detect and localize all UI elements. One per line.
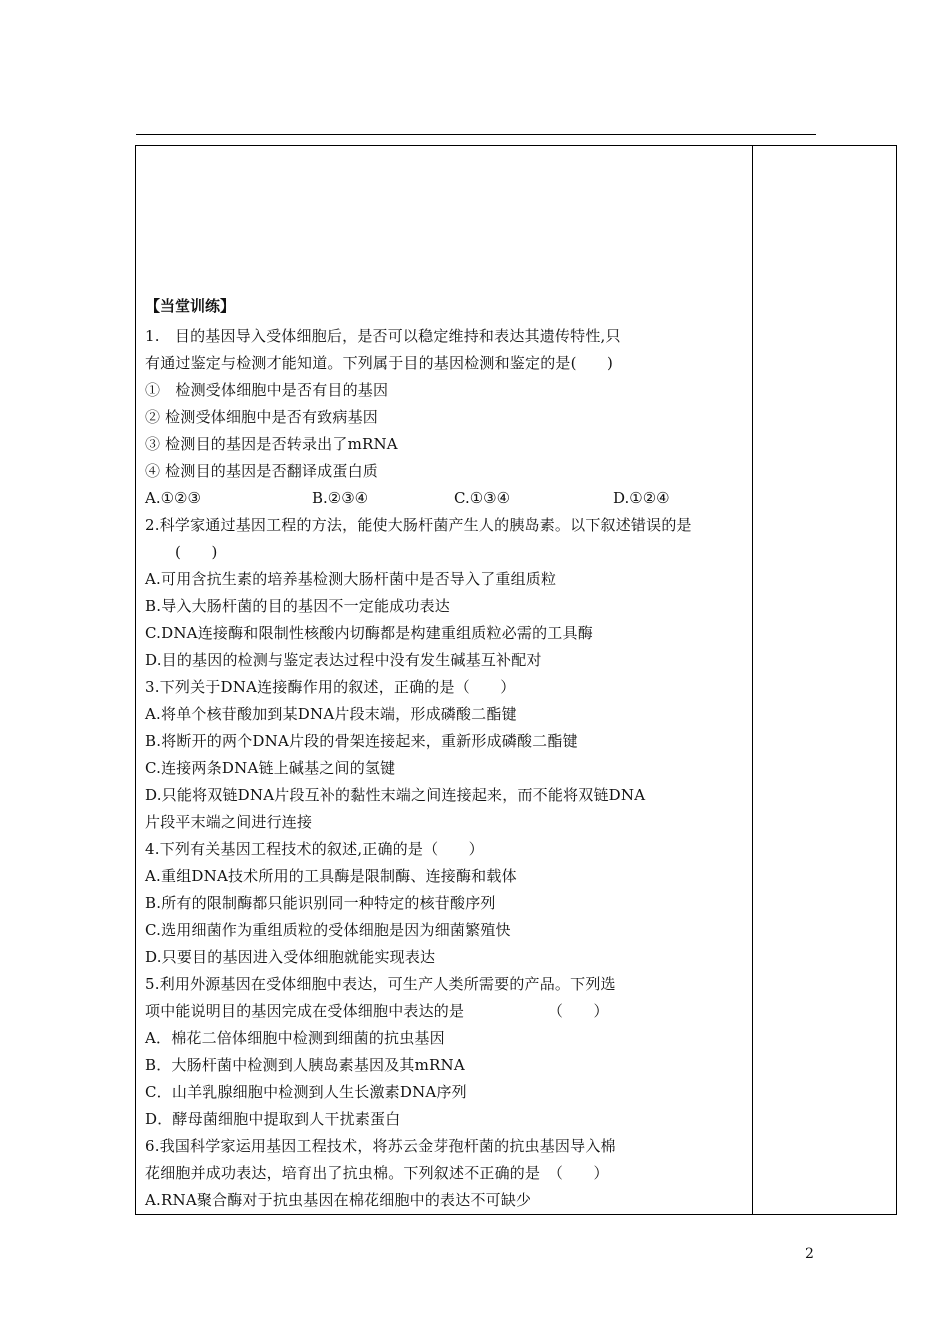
question-text: 5.利用外源基因在受体细胞中表达，可生产人类所需要的产品。下列选 (145, 975, 616, 993)
option-a: A.RNA聚合酶对于抗虫基因在棉花细胞中的表达不可缺少 (145, 1191, 532, 1209)
option-a: A.重组DNA技术所用的工具酶是限制酶、连接酶和载体 (145, 867, 517, 885)
option-d: D．酵母菌细胞中提取到人干扰素蛋白 (145, 1110, 401, 1128)
option-c: C.①③④ (454, 489, 511, 507)
main-cell (145, 293, 745, 1214)
option-b: B．大肠杆菌中检测到人胰岛素基因及其mRNA (145, 1056, 465, 1074)
option-a: A.①②③ (145, 489, 201, 507)
list-item: ② 检测受体细胞中是否有致病基因 (145, 408, 378, 426)
list-item: ④ 检测目的基因是否翻译成蛋白质 (145, 462, 378, 480)
answer-blank: ( ) (175, 543, 218, 561)
question-4 (145, 836, 745, 971)
section-title: 【当堂训练】 (145, 297, 236, 315)
option-b: B.②③④ (312, 489, 369, 507)
option-a: A.可用含抗生素的培养基检测大肠杆菌中是否导入了重组质粒 (145, 570, 557, 588)
question-text: 3.下列关于DNA连接酶作用的叙述，正确的是（ ） (145, 678, 516, 696)
list-item: ③ 检测目的基因是否转录出了mRNA (145, 435, 398, 453)
option-d-continued: 片段平末端之间进行连接 (145, 813, 313, 831)
option-c: C.DNA连接酶和限制性核酸内切酶都是构建重组质粒必需的工具酶 (145, 624, 593, 642)
header-rule (136, 134, 816, 135)
option-a: A．棉花二倍体细胞中检测到细菌的抗虫基因 (145, 1029, 445, 1047)
question-5 (145, 971, 745, 1133)
question-6 (145, 1133, 745, 1214)
question-2 (145, 512, 745, 674)
option-b: B.导入大肠杆菌的目的基因不一定能成功表达 (145, 597, 450, 615)
question-text: 花细胞并成功表达，培育出了抗虫棉。下列叙述不正确的是 （ ） (145, 1164, 609, 1182)
option-b: B.将断开的两个DNA片段的骨架连接起来，重新形成磷酸二酯键 (145, 732, 578, 750)
question-text: 4.下列有关基因工程技术的叙述,正确的是（ ） (145, 840, 484, 858)
answer-options-row (145, 485, 745, 512)
option-d: D.①②④ (613, 489, 670, 507)
question-text: 1. 目的基因导入受体细胞后，是否可以稳定维持和表达其遗传特性,只 (145, 327, 621, 345)
notes-column-divider (752, 145, 753, 1215)
question-3 (145, 674, 745, 836)
page-number: 2 (805, 1246, 814, 1262)
question-1 (145, 323, 745, 512)
option-a: A.将单个核苷酸加到某DNA片段末端，形成磷酸二酯键 (145, 705, 517, 723)
question-text: 2.科学家通过基因工程的方法，能使大肠杆菌产生人的胰岛素。以下叙述错误的是 (145, 516, 692, 534)
list-item: ① 检测受体细胞中是否有目的基因 (145, 381, 389, 399)
option-d: D.只能将双链DNA片段互补的黏性末端之间连接起来，而不能将双链DNA (145, 786, 646, 804)
option-c: C．山羊乳腺细胞中检测到人生长激素DNA序列 (145, 1083, 467, 1101)
option-c: C.选用细菌作为重组质粒的受体细胞是因为细菌繁殖快 (145, 921, 511, 939)
option-d: D.只要目的基因进入受体细胞就能实现表达 (145, 948, 436, 966)
option-c: C.连接两条DNA链上碱基之间的氢键 (145, 759, 396, 777)
question-text: 6.我国科学家运用基因工程技术，将苏云金芽孢杆菌的抗虫基因导入棉 (145, 1137, 616, 1155)
option-b: B.所有的限制酶都只能识别同一种特定的核苷酸序列 (145, 894, 496, 912)
question-text: 项中能说明目的基因完成在受体细胞中表达的是 （ ） (145, 1002, 609, 1020)
option-d: D.目的基因的检测与鉴定表达过程中没有发生碱基互补配对 (145, 651, 542, 669)
question-text: 有通过鉴定与检测才能知道。下列属于目的基因检测和鉴定的是( ) (145, 354, 614, 372)
